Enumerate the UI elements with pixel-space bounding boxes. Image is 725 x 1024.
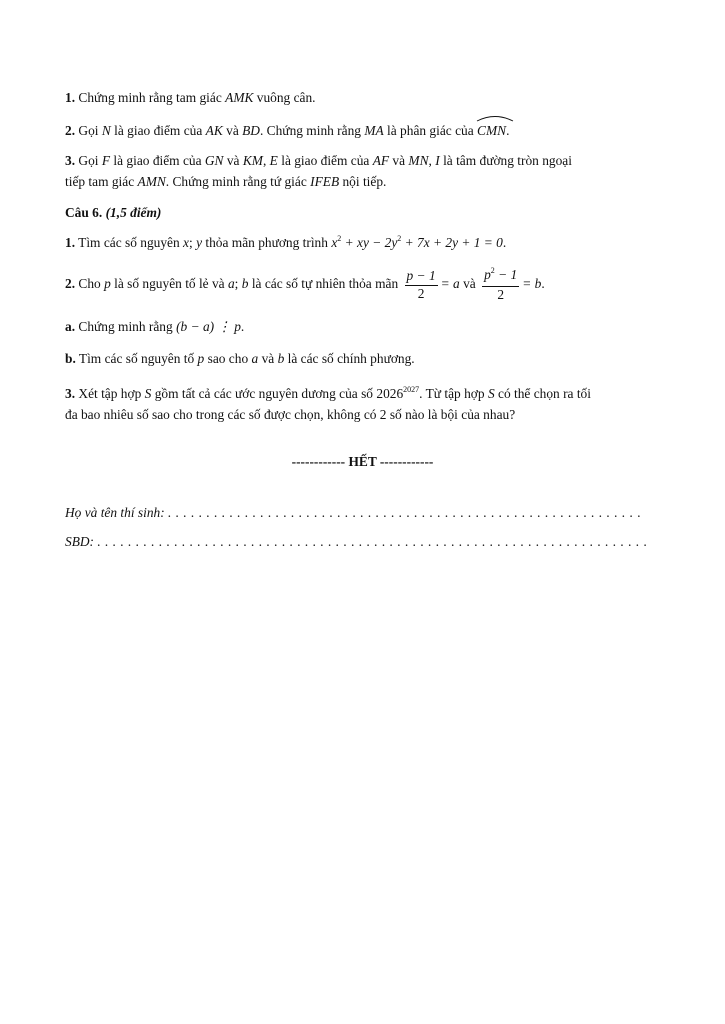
text: và	[463, 276, 476, 291]
part-number: 1.	[65, 235, 76, 250]
math-var: AK	[205, 123, 223, 138]
text: Chứng minh rằng	[78, 319, 173, 334]
text: là giao điểm của	[114, 123, 203, 138]
text: gồm tất cả các ước nguyên dương của số	[154, 386, 374, 401]
end-text: ------------ HẾT ------------	[291, 454, 434, 469]
eq-part: x	[331, 235, 338, 250]
text: . Chứng minh rằng tứ giác	[165, 174, 307, 189]
text: đa bao nhiêu số sao cho trong các số được chọn, không có 2 số nào là bội của nhau?	[65, 407, 516, 422]
equation	[331, 235, 503, 250]
points-label: (1,5 điểm)	[105, 205, 162, 220]
math-var: AMN	[137, 174, 166, 189]
math-var: p	[197, 351, 205, 366]
text: có thể chọn ra tối	[498, 386, 591, 401]
exponent: 2	[490, 265, 495, 275]
math-var: b	[241, 276, 249, 291]
text: là số nguyên tố lẻ và	[114, 276, 225, 291]
eq-part: + xy − 2y	[344, 235, 398, 250]
q5-part3-line2	[65, 171, 660, 192]
part-number: 3.	[65, 386, 76, 401]
text: . Chứng minh rằng	[259, 123, 361, 138]
math-var: a	[227, 276, 235, 291]
math-var: x	[183, 235, 189, 250]
math-var: E	[269, 153, 278, 168]
fraction-2	[482, 267, 519, 303]
text: và	[261, 351, 275, 366]
text: . Từ tập hợp	[419, 386, 485, 401]
text: thỏa mãn phương trình	[205, 235, 328, 250]
text: Gọi	[78, 123, 99, 138]
text: Tìm các số nguyên	[78, 235, 180, 250]
text: ;	[234, 276, 239, 291]
text: vuông cân.	[256, 90, 316, 105]
text: Tìm các số nguyên tố	[78, 351, 195, 366]
q6-part3	[65, 383, 660, 406]
math-var: b	[277, 351, 285, 366]
math-var: a	[251, 351, 259, 366]
math-var: S	[144, 386, 152, 401]
q6-part1	[65, 232, 660, 255]
text: Xét tập hợp	[78, 386, 142, 401]
math-var: KM	[242, 153, 263, 168]
num-var: p	[484, 266, 491, 282]
text: là phân giác của	[387, 123, 474, 138]
denominator: 2	[417, 285, 425, 301]
text: Chứng minh rằng tam giác	[78, 90, 222, 105]
text: ,	[428, 153, 432, 168]
q5-part1	[65, 87, 660, 108]
math-var: = b	[522, 276, 542, 291]
text: là các số tự nhiên thỏa mãn	[251, 276, 399, 291]
exponent: 2	[397, 234, 402, 243]
math-var: p	[104, 276, 111, 291]
text: và	[226, 123, 239, 138]
math-var: GN	[204, 153, 224, 168]
math-var: AF	[372, 153, 390, 168]
q6-part2	[65, 266, 660, 303]
candidate-name-line	[65, 502, 660, 523]
exponent: 2027	[403, 385, 420, 394]
numerator: p − 1	[405, 268, 438, 286]
text: và	[226, 153, 240, 168]
sbd-dots: . . . . . . . . . . . . . . . . . . . . . . . . . . . . . . . . . . . . . . . . . . . . . . . . . . . . . . . . . . . . . . . . . . . . . . . .	[97, 534, 648, 549]
math-var: MN	[408, 153, 429, 168]
text: .	[240, 319, 245, 334]
math-var: CMN	[477, 123, 507, 138]
q6-part2a	[65, 316, 660, 337]
math-var: = a	[440, 276, 460, 291]
angle-cmn	[477, 120, 506, 141]
end-mark	[65, 451, 660, 472]
text: là tâm đường tròn ngoại	[443, 153, 572, 168]
math-var: AMK	[225, 90, 254, 105]
eq-part: + 7x + 2y + 1 = 0	[404, 235, 503, 250]
math-var: N	[101, 123, 111, 138]
math-var: S	[487, 386, 495, 401]
text: .	[502, 235, 507, 250]
q5-part3	[65, 150, 660, 171]
denominator: 2	[497, 286, 505, 302]
exponent: 2	[337, 234, 342, 243]
q5-part2	[65, 120, 660, 141]
candidate-sbd-line	[65, 531, 660, 552]
text: và	[392, 153, 406, 168]
sbd-label: SBD:	[65, 534, 95, 549]
text: sao cho	[207, 351, 249, 366]
numerator	[482, 267, 519, 287]
math-var: MA	[364, 123, 384, 138]
text: là giao điểm của	[281, 153, 370, 168]
text: nội tiếp.	[342, 174, 387, 189]
text: Cho	[78, 276, 101, 291]
text: .	[541, 276, 545, 291]
math-var: I	[435, 153, 440, 168]
part-number: 2.	[65, 123, 76, 138]
name-dots: . . . . . . . . . . . . . . . . . . . . . . . . . . . . . . . . . . . . . . . . . . . . . . . . . . . . . . . . . . . . . .	[168, 505, 642, 520]
question-label: Câu 6.	[65, 205, 103, 220]
part-number: 1.	[65, 90, 76, 105]
math-var: y	[196, 235, 203, 250]
math-var: F	[101, 153, 111, 168]
math-var: IFEB	[310, 174, 340, 189]
math-var: BD	[242, 123, 260, 138]
text: ;	[188, 235, 193, 250]
part-number: b.	[65, 351, 76, 366]
part-number: a.	[65, 319, 76, 334]
q6-part2b	[65, 348, 660, 369]
num-rest: − 1	[494, 266, 518, 282]
fraction-1	[405, 268, 438, 302]
text: Gọi	[78, 153, 99, 168]
part-number: 3.	[65, 153, 76, 168]
question-6-title	[65, 202, 660, 223]
number: 2026	[376, 386, 404, 401]
text: là giao điểm của	[113, 153, 202, 168]
text: .	[506, 123, 510, 138]
text: là các số chính phương.	[287, 351, 415, 366]
math-expr: (b − a) ⋮ p	[176, 319, 241, 334]
name-label: Họ và tên thí sinh:	[65, 505, 165, 520]
text: ,	[262, 153, 267, 168]
part-number: 2.	[65, 276, 76, 291]
text: tiếp tam giác	[65, 174, 135, 189]
q6-part3-line2	[65, 404, 660, 425]
arc-icon	[476, 114, 514, 122]
